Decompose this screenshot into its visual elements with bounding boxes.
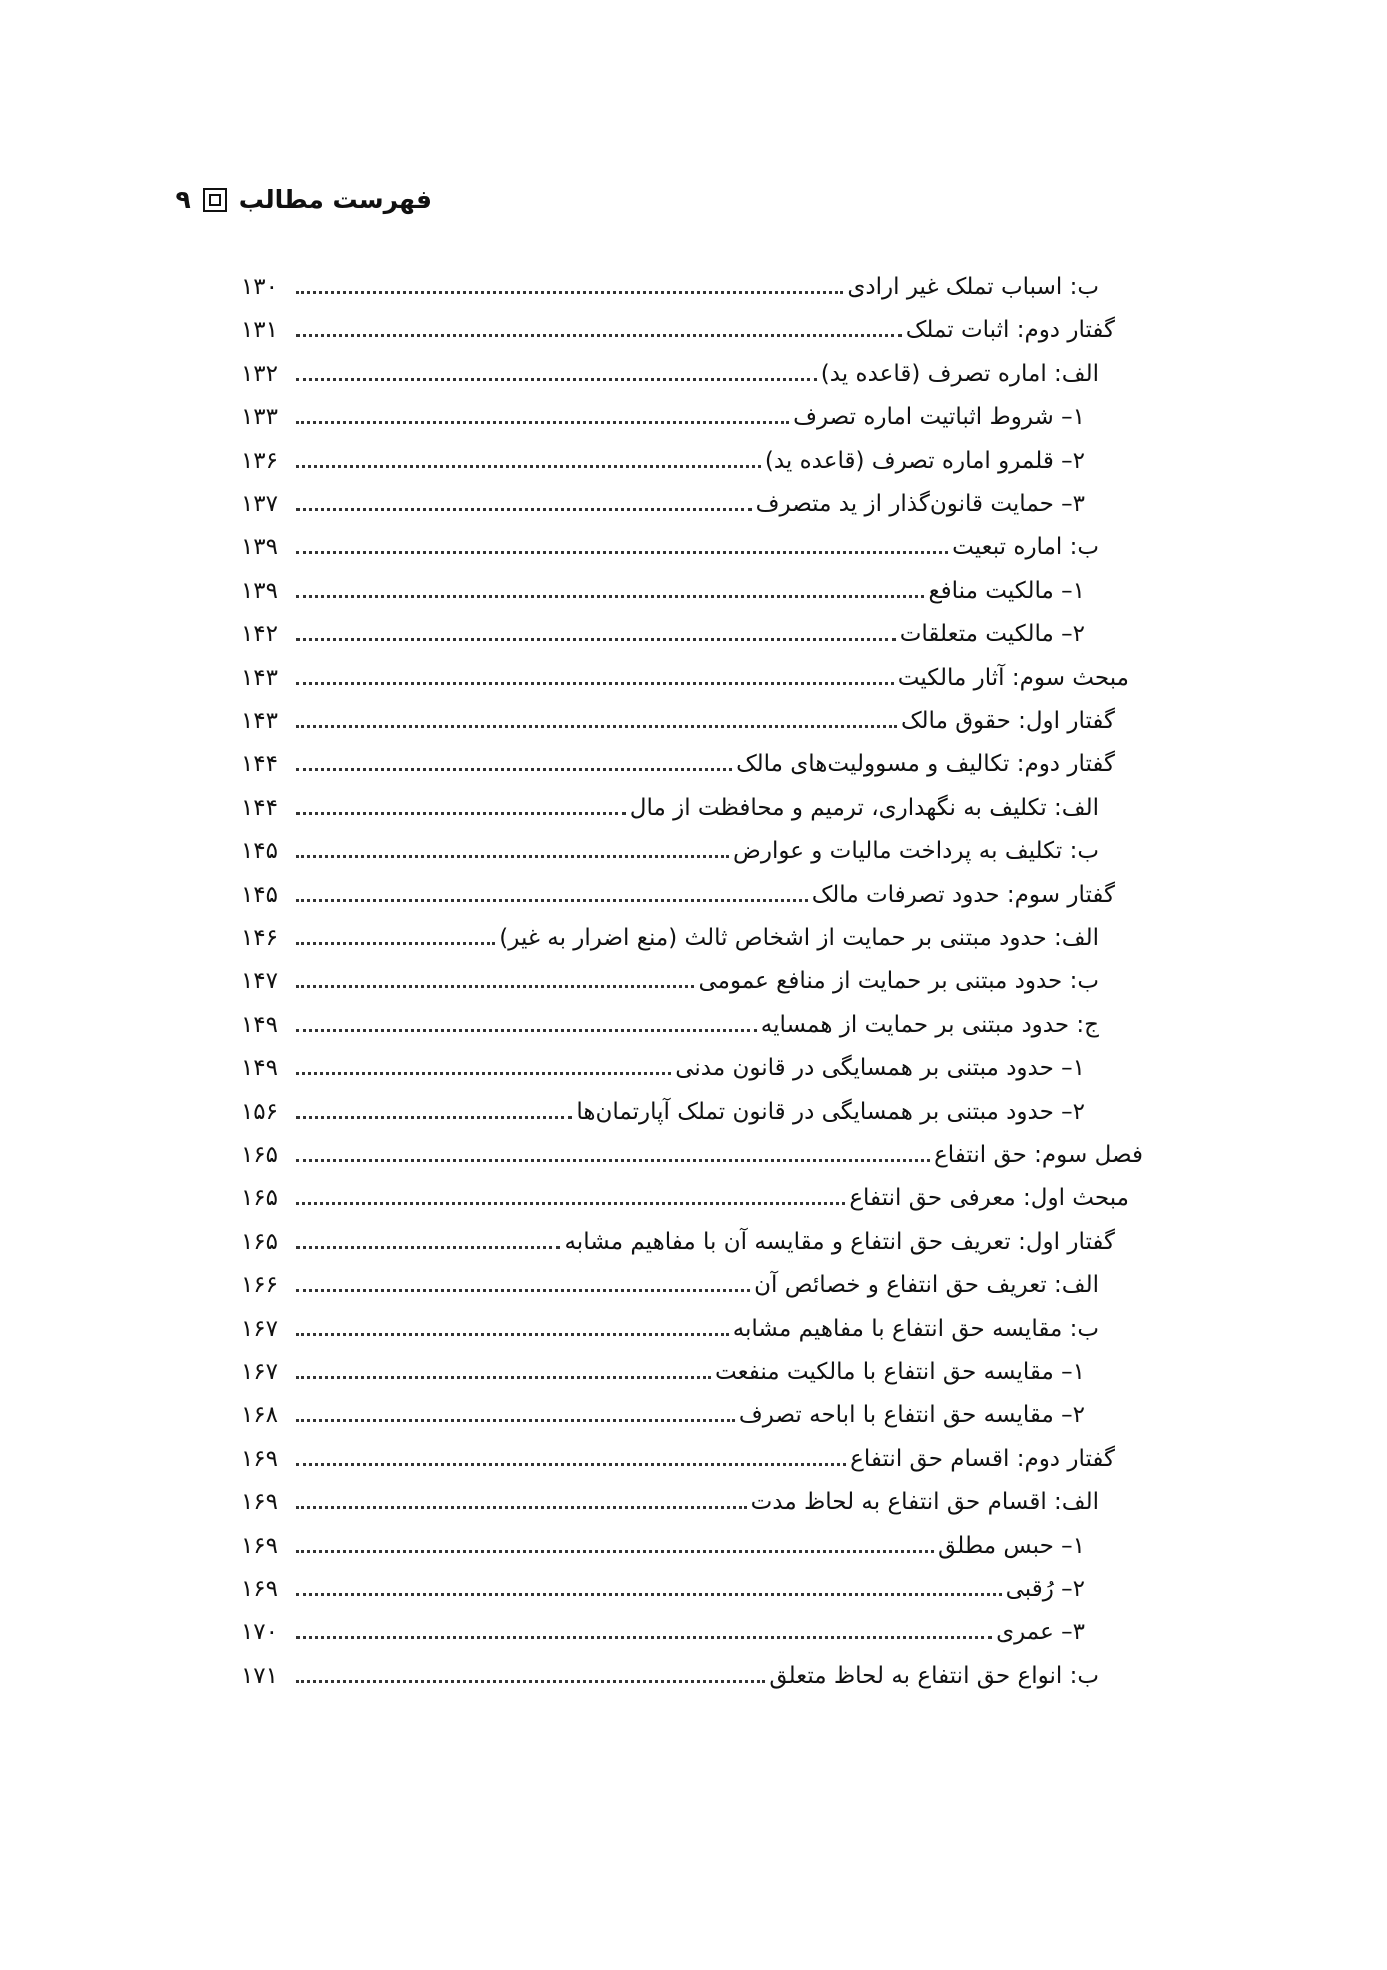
- dot-leader: [296, 291, 843, 294]
- toc-entry-page-number: ۱۴۳: [240, 708, 278, 734]
- toc-entry-page-number: ۱۴۹: [240, 1055, 278, 1082]
- dot-leader: [296, 1680, 765, 1683]
- toc-entry-title: فصل سوم: حق انتفاع: [934, 1142, 1143, 1168]
- toc-entry-page-number: ۱۶۵: [240, 1228, 278, 1255]
- toc-entry-title: ب: تکلیف به پرداخت مالیات و عوارض: [733, 838, 1099, 865]
- toc-entry-title: الف: اماره تصرف (قاعده ید): [820, 360, 1099, 387]
- dot-leader: [296, 1636, 992, 1639]
- dot-leader: [296, 551, 948, 554]
- dot-leader: [296, 1593, 1002, 1596]
- toc-entry[interactable]: [218, 1430, 1115, 1474]
- dot-leader: [296, 682, 894, 685]
- dot-leader: [296, 1506, 747, 1509]
- toc-entry[interactable]: [218, 1300, 1099, 1344]
- toc-entry[interactable]: [218, 432, 1085, 476]
- toc-entry-title: گفتار دوم: اثبات تملک: [905, 317, 1115, 344]
- toc-entry[interactable]: [218, 1213, 1115, 1257]
- toc-entry-title: الف: اقسام حق انتفاع به لحاظ مدت: [750, 1489, 1099, 1516]
- toc-entry[interactable]: [218, 1169, 1129, 1213]
- dot-leader: [296, 1072, 671, 1075]
- toc-entry-title: ۲– حدود مبتنی بر همسایگی در قانون تملک آپارتمان‌ها: [576, 1098, 1085, 1125]
- header-title: فهرست مطالب: [238, 185, 432, 214]
- toc-entry-page-number: ۱۶۵: [240, 1185, 278, 1212]
- dot-leader: [296, 465, 761, 468]
- toc-entry-page-number: ۱۶۸: [240, 1402, 278, 1429]
- toc-entry[interactable]: [218, 735, 1115, 779]
- toc-entry-page-number: ۱۶۹: [240, 1576, 278, 1602]
- toc-entry[interactable]: [218, 909, 1099, 953]
- dot-leader: [296, 1289, 750, 1292]
- toc-entry[interactable]: [218, 345, 1099, 389]
- dot-leader: [296, 334, 902, 337]
- book-ornament-icon: [203, 188, 227, 212]
- toc-entry-page-number: ۱۴۲: [240, 621, 278, 648]
- toc-entry[interactable]: [218, 1603, 1085, 1647]
- toc-entry-page-number: ۱۳۹: [240, 577, 278, 604]
- toc-entry-title: الف: تعریف حق انتفاع و خصائص آن: [754, 1272, 1099, 1299]
- dot-leader: [296, 1159, 930, 1162]
- dot-leader: [296, 1246, 560, 1249]
- toc-entry-page-number: ۱۴۵: [240, 881, 278, 908]
- toc-entry[interactable]: [218, 952, 1099, 996]
- dot-leader: [296, 638, 896, 641]
- toc-entry-title: ۱– مقایسه حق انتفاع با مالکیت منفعت: [715, 1359, 1085, 1385]
- toc-entry-page-number: ۱۶۹: [240, 1532, 278, 1559]
- toc-entry-title: گفتار دوم: تکالیف و مسوولیت‌های مالک: [736, 751, 1115, 778]
- toc-entry[interactable]: [218, 1560, 1085, 1604]
- toc-entry-page-number: ۱۶۶: [240, 1272, 278, 1299]
- toc-entry[interactable]: [218, 996, 1099, 1040]
- toc-entry-title: ب: انواع حق انتفاع به لحاظ متعلق: [769, 1662, 1099, 1689]
- toc-entry-page-number: ۱۴۶: [240, 925, 278, 951]
- dot-leader: [296, 1376, 711, 1379]
- dot-leader: [296, 985, 694, 988]
- toc-entry-title: گفتار اول: حقوق مالک: [900, 708, 1115, 734]
- dot-leader: [296, 855, 729, 858]
- toc-entry-page-number: ۱۴۴: [240, 751, 278, 778]
- toc-entry-title: ۲– رُقبی: [1005, 1576, 1085, 1602]
- dot-leader: [296, 1333, 729, 1336]
- toc-entry[interactable]: [218, 866, 1115, 910]
- dot-leader: [296, 378, 817, 381]
- header-page-number: ۹: [175, 185, 191, 214]
- toc-entry-page-number: ۱۳۱: [240, 317, 278, 344]
- toc-entry[interactable]: [218, 1126, 1143, 1170]
- toc-entry-page-number: ۱۶۷: [240, 1359, 278, 1385]
- dot-leader: [296, 942, 495, 945]
- toc-entry-title: ب: اماره تبعیت: [952, 534, 1099, 561]
- dot-leader: [296, 768, 732, 771]
- toc-entry[interactable]: [218, 1256, 1099, 1300]
- toc-entry[interactable]: [218, 1473, 1099, 1517]
- toc-entry-title: گفتار سوم: حدود تصرفات مالک: [811, 881, 1115, 908]
- dot-leader: [296, 1029, 757, 1032]
- toc-entry-page-number: ۱۳۲: [240, 360, 278, 387]
- toc-entry[interactable]: [218, 605, 1085, 649]
- toc-entry[interactable]: [218, 1517, 1085, 1561]
- toc-entry-page-number: ۱۳۳: [240, 404, 278, 431]
- toc-entry[interactable]: [218, 649, 1129, 693]
- toc-entry-page-number: ۱۷۰: [240, 1619, 278, 1646]
- toc-entry-title: ۱– شروط اثباتیت اماره تصرف: [793, 404, 1085, 431]
- toc-entry-title: ب: اسباب تملک غیر ارادی: [847, 274, 1099, 300]
- dot-leader: [296, 1202, 845, 1205]
- toc-entry-page-number: ۱۶۵: [240, 1142, 278, 1168]
- toc-entry-title: مبحث اول: معرفی حق انتفاع: [849, 1185, 1129, 1212]
- dot-leader: [296, 508, 752, 511]
- toc-entry[interactable]: [218, 562, 1085, 606]
- toc-entry[interactable]: [218, 518, 1099, 562]
- toc-entry[interactable]: [218, 301, 1115, 345]
- toc-entry-page-number: ۱۶۹: [240, 1489, 278, 1516]
- toc-entry-title: الف: حدود مبتنی بر حمایت از اشخاص ثالث (منع اضرار به غیر): [499, 925, 1099, 951]
- toc-entry[interactable]: [218, 1039, 1085, 1083]
- toc-entry-page-number: ۱۴۹: [240, 1011, 278, 1038]
- toc-entry[interactable]: [218, 1647, 1099, 1691]
- toc-entry-page-number: ۱۴۳: [240, 664, 278, 691]
- toc-entry-title: ۱– مالکیت منافع: [928, 577, 1085, 604]
- dot-leader: [296, 1419, 735, 1422]
- toc-entry-title: ۱– حدود مبتنی بر همسایگی در قانون مدنی: [675, 1055, 1085, 1082]
- toc-entry-page-number: ۱۳۰: [240, 274, 278, 300]
- toc-entry-page-number: ۱۶۷: [240, 1315, 278, 1342]
- toc-entry-page-number: ۱۷۱: [240, 1662, 278, 1689]
- toc-entry[interactable]: [218, 779, 1099, 823]
- toc-entry-title: ب: مقایسه حق انتفاع با مفاهیم مشابه: [732, 1315, 1099, 1342]
- toc-entry-title: ۳– عمری: [996, 1619, 1085, 1646]
- toc-entry[interactable]: [218, 692, 1115, 736]
- toc-entry-page-number: ۱۳۶: [240, 447, 278, 474]
- toc-entry[interactable]: [218, 1083, 1085, 1127]
- toc-entry-page-number: ۱۶۹: [240, 1445, 278, 1472]
- toc-entry-page-number: ۱۳۹: [240, 534, 278, 561]
- toc-entry-title: ۱– حبس مطلق: [938, 1532, 1085, 1559]
- dot-leader: [296, 1550, 934, 1553]
- toc-entry-title: ب: حدود مبتنی بر حمایت از منافع عمومی: [698, 968, 1099, 995]
- toc-entry[interactable]: [218, 475, 1085, 519]
- toc-entry[interactable]: [218, 258, 1099, 302]
- dot-leader: [296, 1463, 846, 1466]
- page-header: [132, 185, 432, 214]
- toc-entry[interactable]: [218, 1386, 1085, 1430]
- toc-entry[interactable]: [218, 388, 1085, 432]
- dot-leader: [296, 899, 808, 902]
- toc-entry-title: گفتار دوم: اقسام حق انتفاع: [850, 1445, 1115, 1472]
- toc-entry-title: ۲– قلمرو اماره تصرف (قاعده ید): [764, 447, 1085, 474]
- toc-entry-title: الف: تکلیف به نگهداری، ترمیم و محافظت از مال: [629, 794, 1099, 821]
- dot-leader: [296, 595, 924, 598]
- dot-leader: [296, 725, 897, 728]
- toc-entry-page-number: ۱۴۴: [240, 794, 278, 821]
- toc-entry-title: ۳– حمایت قانون‌گذار از ید متصرف: [755, 491, 1085, 517]
- toc-entry-title: ۲– مقایسه حق انتفاع با اباحه تصرف: [738, 1402, 1085, 1429]
- toc-entry-title: ج: حدود مبتنی بر حمایت از همسایه: [760, 1011, 1099, 1038]
- toc-entry[interactable]: [218, 1343, 1085, 1387]
- toc-entry-title: مبحث سوم: آثار مالکیت: [897, 664, 1129, 691]
- toc-entry-title: ۲– مالکیت متعلقات: [899, 621, 1085, 648]
- toc-entry-page-number: ۱۴۷: [240, 968, 278, 995]
- toc-entry-page-number: ۱۳۷: [240, 491, 278, 517]
- toc-entry[interactable]: [218, 822, 1099, 866]
- dot-leader: [296, 421, 789, 424]
- toc-entry-page-number: ۱۵۶: [240, 1098, 278, 1125]
- toc-entry-title: گفتار اول: تعریف حق انتفاع و مقایسه آن با مفاهیم مشابه: [564, 1228, 1115, 1255]
- dot-leader: [296, 1116, 572, 1119]
- toc-entry-page-number: ۱۴۵: [240, 838, 278, 865]
- dot-leader: [296, 812, 626, 815]
